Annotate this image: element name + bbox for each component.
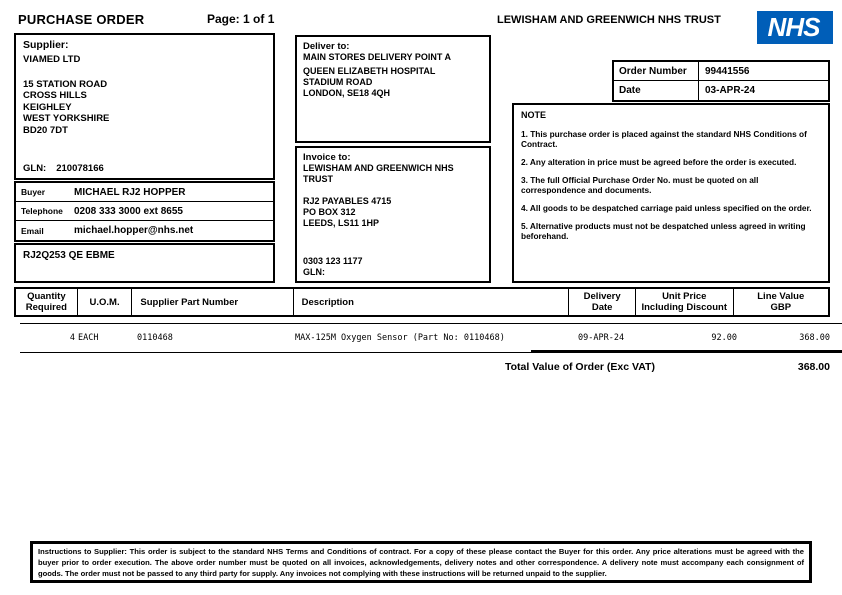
- telephone-label: Telephone: [21, 206, 63, 216]
- order-number-label: Order Number: [614, 62, 699, 80]
- buyer-value: MICHAEL RJ2 HOPPER: [74, 186, 186, 198]
- item-quantity: 4: [69, 333, 75, 343]
- order-total-label: Total Value of Order (Exc VAT): [505, 361, 655, 373]
- order-date-value: 03-APR-24: [705, 85, 756, 96]
- page-indicator: [207, 12, 274, 26]
- buyer-reference: RJ2Q253 QE EBME: [23, 250, 115, 261]
- invoice-name: LEWISHAM AND GREENWICH NHS TRUST: [303, 163, 454, 184]
- supplier-label: Supplier:: [23, 39, 69, 51]
- invoice-address-line: LEEDS, LS11 1HP: [303, 218, 380, 228]
- note-item: 2. Any alteration in price must be agreed before the order is executed.: [521, 157, 797, 167]
- supplier-name: VIAMED LTD: [23, 54, 81, 65]
- deliver-to-box: [295, 35, 491, 143]
- order-date-label: Date: [614, 81, 699, 100]
- column-description: Description: [294, 289, 570, 315]
- trust-name: LEWISHAM AND GREENWICH NHS TRUST: [497, 14, 721, 26]
- deliver-to-label: Deliver to:: [303, 41, 350, 52]
- order-info-table: [612, 60, 830, 102]
- note-item: 4. All goods to be despatched carriage paid unless specified on the order.: [521, 203, 812, 213]
- telephone-row: [16, 202, 273, 221]
- column-delivery-date: Delivery Date: [569, 289, 636, 315]
- supplier-address-line: 15 STATION ROAD: [23, 78, 108, 90]
- column-uom: U.O.M.: [78, 289, 133, 315]
- order-total-value: 368.00: [797, 361, 830, 373]
- supplier-address-line: WEST YORKSHIRE: [23, 113, 110, 124]
- item-delivery-date: 09-APR-24: [578, 333, 625, 343]
- supplier-instructions-box: [30, 541, 812, 583]
- item-part-number: 0110468: [137, 333, 173, 343]
- invoice-gln-label: GLN:: [303, 267, 325, 277]
- supplier-address-line: KEIGHLEY: [23, 101, 72, 113]
- item-description: MAX-125M Oxygen Sensor (Part No: 0110468): [295, 333, 505, 343]
- order-number-row: [614, 62, 828, 81]
- email-label: Email: [21, 225, 44, 236]
- buyer-row: [16, 183, 273, 202]
- supplier-address-line: BD20 7DT: [23, 124, 68, 136]
- email-row: [16, 221, 273, 240]
- deliver-address-line: LONDON, SE18 4QH: [303, 88, 391, 98]
- deliver-address-line: STADIUM ROAD: [303, 77, 373, 87]
- note-item: 3. The full Official Purchase Order No. must be quoted on all correspondence and documents.: [521, 175, 759, 195]
- order-date-row: [614, 81, 828, 100]
- note-title: NOTE: [521, 110, 547, 120]
- page-title: PURCHASE ORDER: [18, 12, 145, 27]
- nhs-logo: NHS: [757, 11, 833, 44]
- buyer-table: [14, 181, 275, 242]
- items-table-header: [14, 287, 830, 317]
- column-supplier-part-number: Supplier Part Number: [132, 289, 293, 315]
- supplier-instructions-text: Instructions to Supplier: This order is subject to the standard NHS Terms and Conditions of contract. For a copy of these please contact the Buyer for this order. Any price alterations must be agreed with the buyer prior to order execution. The above order number must be quoted on all invoices, acknowledgements, delivery notes and other correspondence. A delivery note must accompany each consignment of goods. The order must not be passed to any third party for supply. Any invoices not complying with these instructions will be returned unpaid to the supplier.: [38, 547, 804, 578]
- item-line-value: 368.00: [799, 333, 830, 343]
- page-label: Page:: [207, 12, 240, 26]
- supplier-address-line: CROSS HILLS: [23, 90, 87, 101]
- note-item: 5. Alternative products must not be despatched unless agreed in writing beforehand.: [521, 221, 806, 241]
- supplier-gln-label: GLN:: [23, 163, 47, 174]
- rule-under-header: [20, 323, 842, 324]
- invoice-address-line: PO BOX 312: [303, 207, 356, 217]
- column-unit-price: Unit Price Including Discount: [636, 289, 734, 315]
- supplier-gln-value: 210078166: [56, 163, 104, 174]
- order-number-value: 99441556: [705, 65, 750, 77]
- buyer-label: Buyer: [21, 187, 46, 197]
- invoice-to-box: [295, 146, 491, 283]
- note-item: 1. This purchase order is placed against the standard NHS Conditions of Contract.: [521, 129, 807, 149]
- deliver-address-line: QUEEN ELIZABETH HOSPITAL: [303, 66, 436, 76]
- invoice-phone: 0303 123 1177: [303, 256, 363, 266]
- deliver-address-line: MAIN STORES DELIVERY POINT A: [303, 52, 452, 62]
- table-row: [0, 333, 842, 345]
- item-uom: EACH: [78, 333, 99, 343]
- column-quantity-required: Quantity Required: [16, 289, 78, 315]
- buyer-reference-box: [14, 243, 275, 283]
- telephone-value: 0208 333 3000 ext 8655: [74, 205, 183, 217]
- page-value: 1 of 1: [243, 12, 275, 26]
- supplier-gln: [23, 163, 114, 174]
- note-box: [512, 103, 830, 283]
- rule-under-row-thin: [20, 352, 531, 353]
- item-unit-price: 92.00: [711, 333, 737, 343]
- supplier-box: [14, 33, 275, 180]
- rule-under-row-thick: [531, 350, 842, 353]
- invoice-to-label: Invoice to:: [303, 152, 351, 163]
- column-line-value: Line Value GBP: [757, 291, 805, 313]
- email-value: michael.hopper@nhs.net: [74, 225, 194, 236]
- invoice-address-line: RJ2 PAYABLES 4715: [303, 196, 392, 206]
